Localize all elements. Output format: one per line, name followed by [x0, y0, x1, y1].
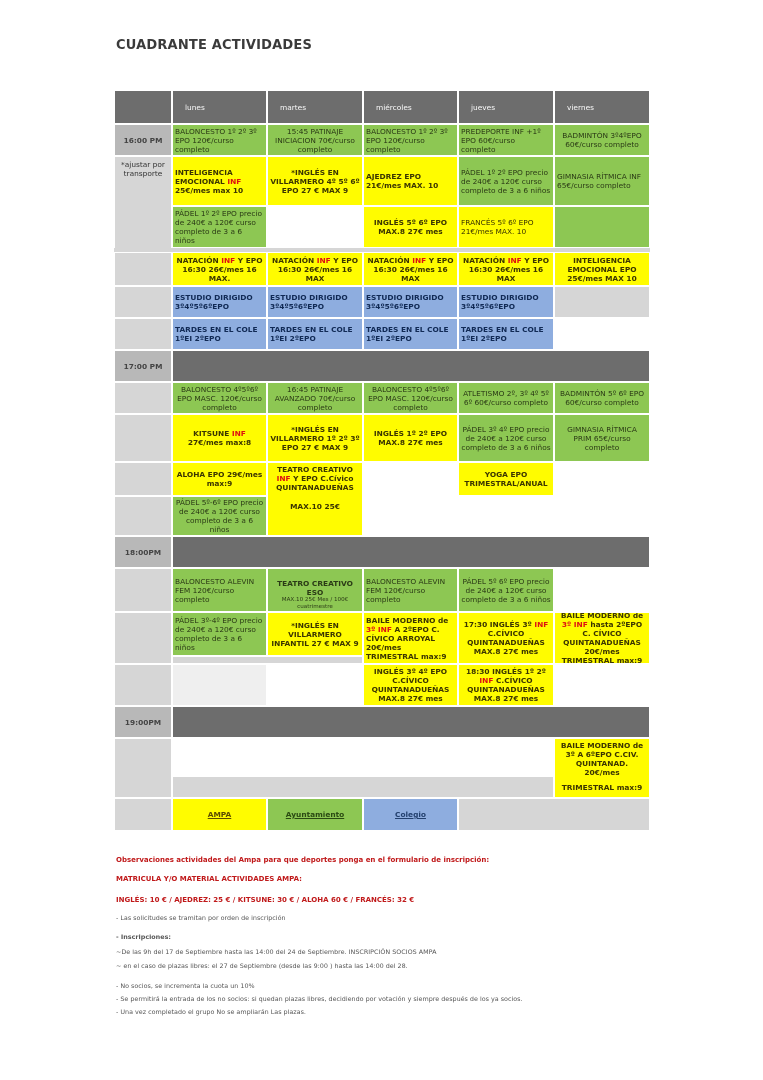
- time-empty: [114, 286, 172, 318]
- legend-spacer: [458, 798, 650, 831]
- time-1700: 17:00 PM: [114, 350, 172, 382]
- activity-text: TEATRO CREATIVO: [277, 465, 353, 474]
- activity-cell: ATLETISMO 2º, 3º 4º 5º 6º 60€/curso completo: [458, 382, 554, 414]
- activity-cell: ALOHA EPO 29€/mes max:9: [172, 462, 267, 496]
- activity-cell: PREDEPORTE INF +1º EPO 60€/curso completo: [458, 124, 554, 156]
- empty-cell: [172, 656, 363, 664]
- legend-colegio[interactable]: [363, 798, 458, 831]
- activity-text: KITSUNE: [193, 429, 232, 438]
- notes-line: - No socios, se incrementa la cuota un 10%: [116, 982, 255, 990]
- activity-text: Y EPO: [426, 255, 454, 265]
- activity-cell: [172, 414, 267, 462]
- notes-heading: Observaciones actividades del Ampa para que deportes ponga en el formulario de inscripción:: [116, 856, 490, 864]
- activity-cell: INGLÉS 1º 2º EPO MAX.8 27€ mes: [363, 414, 458, 462]
- notes-line: ~ en el caso de plazas libres: el 27 de Septiembre (desde las 9:00 ) hasta las 14:00 del 28.: [116, 962, 408, 970]
- notes-line: - Una vez completado el grupo No se ampliarán Las plazas.: [116, 1008, 306, 1016]
- schedule-grid: [114, 90, 650, 831]
- inf-tag: INF: [507, 255, 522, 265]
- activity-cell: BALONCESTO ALEVIN FEM 120€/curso completo: [172, 568, 267, 612]
- activity-text: 16:30 26€/mes 16 MAX: [373, 264, 448, 283]
- empty-cell: [172, 738, 554, 776]
- activity-cell: GIMNASIA RÍTMICA PRIM 65€/curso completo: [554, 414, 650, 462]
- inf-tag: 3º INF: [561, 620, 588, 629]
- activity-cell: BALONCESTO ALEVIN FEM 120€/curso completo: [363, 568, 458, 612]
- inf-tag: 3º INF: [366, 624, 392, 634]
- empty-cell: [554, 462, 650, 496]
- notes-line: - Se permitirá la entrada de los no socios: si quedan plazas libres, decidiendo por votación y siempre después de los ya socios.: [116, 995, 523, 1003]
- day-header-miercoles: miércoles: [363, 90, 458, 124]
- time-empty: [114, 414, 172, 462]
- activity-cell: [267, 252, 363, 286]
- activity-cell: 16:45 PATINAJE AVANZADO 70€/curso completo: [267, 382, 363, 414]
- legend-colegio-link[interactable]: Colegio: [395, 810, 426, 819]
- time-empty: [114, 252, 172, 286]
- notes-line: ~De las 9h del 17 de Septiembre hasta las 14:00 del 24 de Septiembre. INSCRIPCIÓN SOCIOS AMPA: [116, 948, 437, 956]
- activity-cell: [458, 612, 554, 664]
- notes-line: - Las solicitudes se tramitan por orden de inscripción: [116, 914, 286, 922]
- empty-cell: [363, 462, 458, 496]
- legend-ampa[interactable]: [172, 798, 267, 831]
- activity-text: 16:30 26€/mes 16 MAX: [277, 264, 353, 283]
- activity-cell: [458, 664, 554, 706]
- time-1800: 18:00PM: [114, 536, 172, 568]
- activity-text: 16:30 26€/mes 16 MAX.: [182, 264, 257, 283]
- activity-cell: TARDES EN EL COLE 1ºEI 2ºEPO: [458, 318, 554, 350]
- time-empty: [114, 664, 172, 706]
- activity-cell: BALONCESTO 4º5º6º EPO MASC. 120€/curso completo: [363, 382, 458, 414]
- page-title: CUADRANTE ACTIVIDADES: [116, 38, 313, 53]
- empty-cell: [554, 568, 650, 612]
- time-empty: [114, 318, 172, 350]
- empty-cell: [554, 318, 650, 350]
- activity-cell: BADMINTÓN 5º 6º EPO 60€/curso completo: [554, 382, 650, 414]
- time-band: [172, 536, 650, 568]
- activity-cell: ESTUDIO DIRIGIDO 3º4º5º6ºEPO: [458, 286, 554, 318]
- time-band: [172, 350, 650, 382]
- activity-cell: [554, 612, 650, 664]
- time-empty: [114, 738, 172, 798]
- inf-tag: INF: [227, 176, 242, 186]
- activity-text: A 2ºEPO C. CÍVICO ARROYAL 20€/mes TRIMESTRAL max:9: [366, 624, 447, 661]
- activity-cell: *INGLÉS EN VILLARMERO INFANTIL 27 € MAX 9: [267, 612, 363, 656]
- empty-cell: [172, 664, 267, 706]
- activity-cell: PÁDEL 3º 4º EPO precio de 240€ a 120€ curso completo de 3 a 6 niños: [458, 414, 554, 462]
- activity-cell: *INGLÉS EN VILLARMERO 4º 5º 6º EPO 27 € MAX 9: [267, 156, 363, 206]
- activity-text: NATACIÓN: [272, 255, 317, 265]
- activity-cell: [172, 156, 267, 206]
- inf-tag: INF: [534, 620, 549, 629]
- activity-text: BAILE MODERNO de: [560, 612, 644, 620]
- activity-text: hasta 2ºEPO C. CÍVICO QUINTANADUEÑAS 20€/mes TRIMESTRAL max:9: [561, 620, 643, 664]
- day-header-jueves: jueves: [458, 90, 554, 124]
- empty-cell: [554, 206, 650, 248]
- activity-cell: FRANCÉS 5º 6º EPO 21€/mes MAX. 10: [458, 206, 554, 248]
- activity-text: 16:30 26€/mes 16 MAX: [468, 264, 544, 283]
- activity-text: NATACIÓN: [176, 255, 222, 265]
- activity-cell: ESTUDIO DIRIGIDO 3º4º5º6ºEPO: [363, 286, 458, 318]
- inf-tag: INF: [412, 255, 427, 265]
- activity-text: MAX.10 25€: [290, 502, 340, 511]
- time-band: [172, 706, 650, 738]
- activity-text: Y EPO C.Cívico QUINTANADUEÑAS: [276, 474, 354, 492]
- activity-cell: ESTUDIO DIRIGIDO 3º4º5º6ºEPO: [172, 286, 267, 318]
- activity-text: NATACIÓN: [367, 255, 413, 265]
- activity-cell: [554, 738, 650, 798]
- time-empty: [114, 612, 172, 664]
- activity-text: INTELIGENCIA EMOCIONAL: [175, 167, 233, 186]
- activity-text: C.CÍVICO QUINTANADUEÑAS MAX.8 27€ mes: [467, 676, 545, 703]
- notes-matricula: MATRICULA Y/O MATERIAL ACTIVIDADES AMPA:: [116, 875, 302, 883]
- activity-cell: TARDES EN EL COLE 1ºEI 2ºEPO: [363, 318, 458, 350]
- empty-cell: [267, 664, 363, 706]
- time-empty: [114, 568, 172, 612]
- activity-cell: TARDES EN EL COLE 1ºEI 2ºEPO: [172, 318, 267, 350]
- activity-text: BAILE MODERNO de: [366, 615, 449, 625]
- activity-cell: PÁDEL 3º-4º EPO precio de 240€ a 120€ curso completo de 3 a 6 niños: [172, 612, 267, 656]
- activity-cell: [363, 612, 458, 664]
- inf-tag: INF: [231, 429, 246, 438]
- activity-text: TEATRO CREATIVO ESO: [277, 579, 353, 597]
- activity-cell: [267, 462, 363, 536]
- activity-cell: PÁDEL 1º 2º EPO precio de 240€ a 120€ curso completo de 3 a 6 niños: [172, 206, 267, 248]
- legend-ayuntamiento-link[interactable]: Ayuntamiento: [285, 810, 345, 819]
- activity-cell: TARDES EN EL COLE 1ºEI 2ºEPO: [267, 318, 363, 350]
- activity-cell: PÁDEL 1º 2º EPO precio de 240€ a 120€ curso completo de 3 a 6 niños: [458, 156, 554, 206]
- empty-cell: [554, 286, 650, 318]
- activity-cell: INTELIGENCIA EMOCIONAL EPO 25€/mes MAX 10: [554, 252, 650, 286]
- activity-cell: [267, 568, 363, 612]
- time-empty: [114, 496, 172, 536]
- activity-cell: AJEDREZ EPO 21€/mes MAX. 10: [363, 156, 458, 206]
- activity-text: 25€/mes max 10: [175, 185, 244, 195]
- time-empty: [114, 462, 172, 496]
- day-header-lunes: lunes: [172, 90, 267, 124]
- header-corner: [114, 90, 172, 124]
- activity-cell: BALONCESTO 4º5º6º EPO MASC. 120€/curso completo: [172, 382, 267, 414]
- activity-cell: [363, 252, 458, 286]
- transport-note: *ajustar por transporte: [121, 160, 165, 178]
- day-header-viernes: viernes: [554, 90, 650, 124]
- activity-text: MAX.10 25€ Mes / 100€ cuatrimestre: [281, 597, 349, 610]
- time-empty: [114, 382, 172, 414]
- activity-text: NATACIÓN: [463, 255, 508, 265]
- day-header-martes: martes: [267, 90, 363, 124]
- empty-cell: [172, 776, 554, 798]
- activity-text: BAILE MODERNO de 3º A 6ºEPO C.CIV. QUINTANAD. 20€/mes: [560, 741, 644, 777]
- activity-text: 27€/mes max:8: [187, 438, 252, 447]
- empty-cell: [267, 206, 363, 248]
- activity-cell: PÁDEL 5º-6º EPO precio de 240€ a 120€ curso completo de 3 a 6 niños: [172, 496, 267, 536]
- activity-cell: PÁDEL 5º 6º EPO precio de 240€ a 120€ curso completo de 3 a 6 niños: [458, 568, 554, 612]
- notes-line: - Inscripciones:: [116, 933, 171, 941]
- legend-ampa-link[interactable]: AMPA: [207, 810, 232, 819]
- activity-cell: INGLÉS 3º 4º EPO C.CÍVICO QUINTANADUEÑAS MAX.8 27€ mes: [363, 664, 458, 706]
- activity-text: 18:30 INGLÉS 1º 2º: [466, 667, 546, 676]
- activity-text: Y EPO: [235, 255, 263, 265]
- activity-cell: 15:45 PATINAJE INICIACION 70€/curso completo: [267, 124, 363, 156]
- activity-cell: [172, 252, 267, 286]
- activity-text: C.CÍVICO QUINTANADUEÑAS MAX.8 27€ mes: [467, 629, 545, 656]
- time-1900: 19:00PM: [114, 706, 172, 738]
- activity-text: Y EPO: [330, 255, 358, 265]
- legend-spacer: [114, 798, 172, 831]
- activity-cell: [458, 252, 554, 286]
- activity-cell: GIMNASIA RÍTMICA INF 65€/curso completo: [554, 156, 650, 206]
- activity-cell: ESTUDIO DIRIGIDO 3º4º5º6ºEPO: [267, 286, 363, 318]
- notes-prices: INGLÉS: 10 € / AJEDREZ: 25 € / KITSUNE: 30 € / ALOHA 60 € / FRANCÉS: 32 €: [116, 896, 415, 904]
- activity-cell: BALONCESTO 1º 2º 3º EPO 120€/curso completo: [363, 124, 458, 156]
- activity-cell: BADMINTÓN 3º4ºEPO 60€/curso completo: [554, 124, 650, 156]
- activity-cell: YOGA EPO TRIMESTRAL/ANUAL: [458, 462, 554, 496]
- activity-cell: BALONCESTO 1º 2º 3º EPO 120€/curso completo: [172, 124, 267, 156]
- inf-tag: INF: [316, 255, 331, 265]
- activity-text: TRIMESTRAL max:9: [561, 783, 643, 792]
- activity-cell: INGLÉS 5º 6º EPO MAX.8 27€ mes: [363, 206, 458, 248]
- empty-cell: [554, 664, 650, 706]
- activity-text: 17:30 INGLÉS 3º: [463, 620, 535, 629]
- time-1600: 16:00 PM: [114, 124, 172, 156]
- legend-ayuntamiento[interactable]: [267, 798, 363, 831]
- inf-tag: INF: [479, 676, 494, 685]
- inf-tag: INF: [276, 474, 291, 483]
- inf-tag: INF: [221, 255, 236, 265]
- activity-cell: *INGLÉS EN VILLARMERO 1º 2º 3º EPO 27 € MAX 9: [267, 414, 363, 462]
- activity-text: Y EPO: [521, 255, 549, 265]
